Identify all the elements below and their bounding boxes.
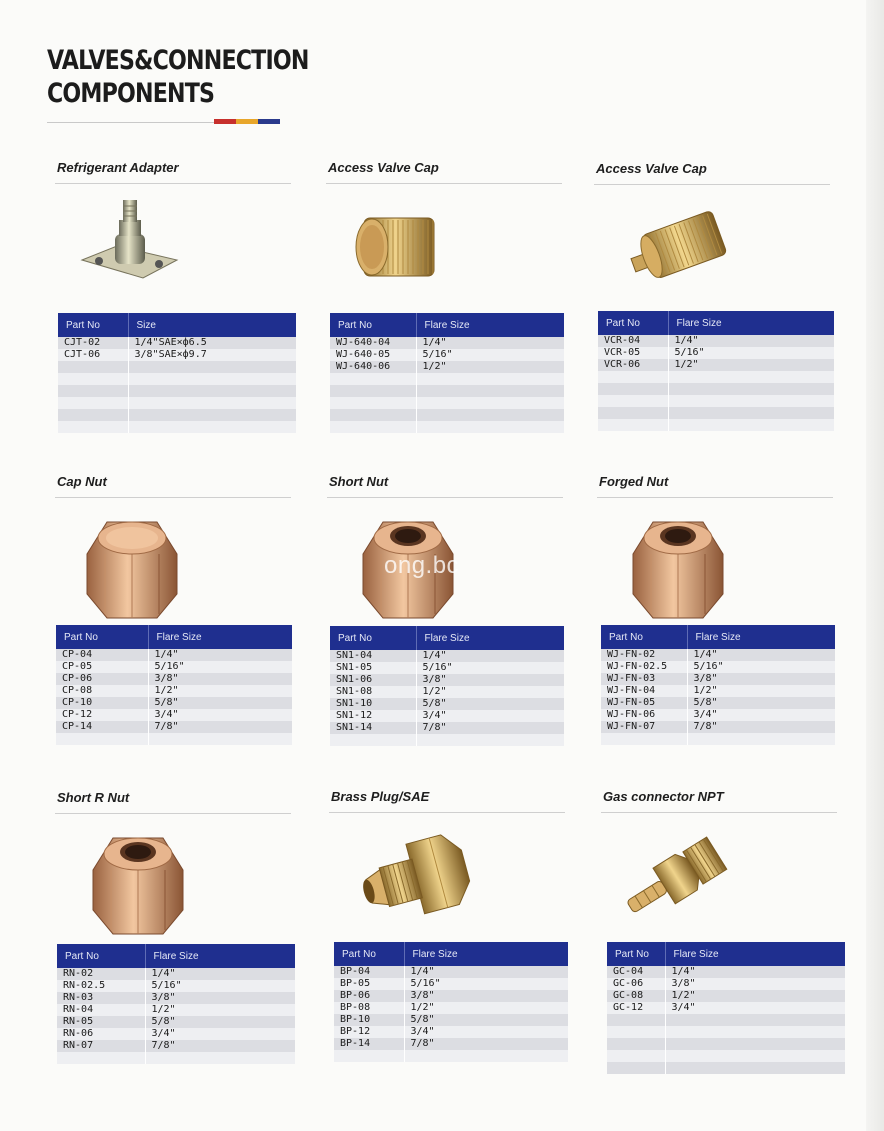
section-forged-nut xyxy=(597,474,837,774)
empty-cell xyxy=(598,371,668,383)
table-row xyxy=(607,990,845,1002)
section-title: Gas connector NPT xyxy=(603,789,724,804)
size-cell: 1/4" xyxy=(687,649,835,661)
size-cell: 5/16" xyxy=(145,980,295,992)
short-r-nut-icon xyxy=(83,830,193,945)
section-brass-plug xyxy=(329,789,569,1089)
catalog-header xyxy=(47,44,366,110)
empty-cell xyxy=(665,1062,845,1074)
size-cell: 1/2" xyxy=(687,685,835,697)
size-cell: 7/8" xyxy=(687,721,835,733)
size-cell: 1/4" xyxy=(148,649,292,661)
empty-table-row xyxy=(330,397,564,409)
page-title-line-2: COMPONENTS xyxy=(47,78,215,109)
column-header-size: Flare Size xyxy=(416,313,564,337)
part-number-cell: RN-02.5 xyxy=(57,980,145,992)
size-cell: 1/4" xyxy=(668,335,834,347)
size-cell: 3/8"SAE×ф9.7 xyxy=(128,349,296,361)
part-number-cell: WJ-FN-05 xyxy=(601,697,687,709)
empty-table-row xyxy=(598,371,834,383)
table-header-row xyxy=(601,625,835,649)
section-title: Short R Nut xyxy=(57,790,130,805)
empty-cell xyxy=(128,409,296,421)
empty-table-row xyxy=(330,373,564,385)
section-refrigerant-adapter xyxy=(55,160,295,460)
page-title-line-1: VALVES&CONNECTION xyxy=(47,45,309,76)
column-header-part-no: Part No xyxy=(607,942,665,966)
table-row xyxy=(56,697,292,709)
column-header-size: Flare Size xyxy=(416,626,564,650)
color-bar-yellow xyxy=(236,119,258,124)
part-number-cell: GC-06 xyxy=(607,978,665,990)
empty-cell xyxy=(330,734,416,746)
part-number-cell: SN1-14 xyxy=(330,722,416,734)
access-valve-cap-icon xyxy=(346,208,446,293)
spec-table-short-nut xyxy=(330,626,564,746)
table-row xyxy=(598,347,834,359)
cap-nut-icon xyxy=(77,514,187,629)
empty-table-row xyxy=(58,385,296,397)
empty-cell xyxy=(668,419,834,431)
size-cell: 1/4"SAE×ф6.5 xyxy=(128,337,296,349)
size-cell: 5/8" xyxy=(687,697,835,709)
part-number-cell: WJ-FN-02.5 xyxy=(601,661,687,673)
part-number-cell: BP-04 xyxy=(334,966,404,978)
part-number-cell: CP-06 xyxy=(56,673,148,685)
table-row xyxy=(334,990,568,1002)
spec-table-refrigerant-adapter xyxy=(58,313,296,433)
part-number-cell: CP-14 xyxy=(56,721,148,733)
size-cell: 1/2" xyxy=(665,990,845,1002)
size-cell: 3/4" xyxy=(416,710,564,722)
size-cell: 3/4" xyxy=(145,1028,295,1040)
column-header-size: Flare Size xyxy=(687,625,835,649)
table-row xyxy=(330,698,564,710)
table-header-row xyxy=(330,626,564,650)
empty-table-row xyxy=(598,407,834,419)
table-row xyxy=(330,674,564,686)
empty-cell xyxy=(404,1050,568,1062)
size-cell: 1/2" xyxy=(404,1002,568,1014)
table-row xyxy=(601,709,835,721)
refrigerant-adapter-icon xyxy=(77,198,187,293)
part-number-cell: BP-12 xyxy=(334,1026,404,1038)
table-row xyxy=(56,649,292,661)
empty-table-row xyxy=(598,383,834,395)
empty-cell xyxy=(668,371,834,383)
empty-cell xyxy=(58,421,128,433)
empty-table-row xyxy=(598,395,834,407)
empty-cell xyxy=(148,733,292,745)
table-row xyxy=(57,1004,295,1016)
column-header-part-no: Part No xyxy=(58,313,128,337)
table-row xyxy=(607,1002,845,1014)
empty-table-row xyxy=(607,1050,845,1062)
table-row xyxy=(334,978,568,990)
spec-table-brass-plug-sae xyxy=(334,942,568,1062)
column-header-part-no: Part No xyxy=(334,942,404,966)
table-row xyxy=(57,992,295,1004)
part-number-cell: BP-10 xyxy=(334,1014,404,1026)
size-cell: 1/4" xyxy=(404,966,568,978)
empty-cell xyxy=(687,733,835,745)
section-title: Short Nut xyxy=(329,474,389,489)
table-row xyxy=(607,966,845,978)
empty-table-row xyxy=(58,373,296,385)
part-number-cell: SN1-06 xyxy=(330,674,416,686)
section-title: Forged Nut xyxy=(599,474,669,489)
table-row xyxy=(601,685,835,697)
table-row xyxy=(334,966,568,978)
table-header-row xyxy=(607,942,845,966)
size-cell: 1/4" xyxy=(665,966,845,978)
part-number-cell: CP-08 xyxy=(56,685,148,697)
empty-cell xyxy=(668,407,834,419)
section-access-valve-cap-2 xyxy=(594,161,834,461)
part-number-cell: CP-05 xyxy=(56,661,148,673)
empty-cell xyxy=(56,733,148,745)
part-number-cell: BP-05 xyxy=(334,978,404,990)
table-row xyxy=(601,673,835,685)
section-divider xyxy=(55,183,291,184)
empty-table-row xyxy=(607,1038,845,1050)
column-header-size: Flare Size xyxy=(145,944,295,968)
table-row xyxy=(57,1040,295,1052)
table-row xyxy=(58,349,296,361)
page-edge xyxy=(866,0,884,1131)
empty-table-row xyxy=(330,409,564,421)
part-number-cell: RN-03 xyxy=(57,992,145,1004)
section-cap-nut xyxy=(55,474,295,774)
table-row xyxy=(334,1026,568,1038)
empty-cell xyxy=(598,383,668,395)
empty-table-row xyxy=(601,733,835,745)
access-valve-cap-long-icon xyxy=(620,203,730,298)
empty-cell xyxy=(668,395,834,407)
size-cell: 5/16" xyxy=(687,661,835,673)
color-bar-red xyxy=(214,119,236,124)
size-cell: 5/16" xyxy=(668,347,834,359)
part-number-cell: WJ-640-06 xyxy=(330,361,416,373)
empty-cell xyxy=(665,1014,845,1026)
spec-table-short-r-nut xyxy=(57,944,295,1064)
column-header-part-no: Part No xyxy=(598,311,668,335)
size-cell: 3/4" xyxy=(404,1026,568,1038)
empty-cell xyxy=(607,1038,665,1050)
empty-cell xyxy=(330,421,416,433)
empty-cell xyxy=(416,409,564,421)
size-cell: 5/16" xyxy=(416,349,564,361)
table-row xyxy=(56,721,292,733)
part-number-cell: RN-05 xyxy=(57,1016,145,1028)
spec-table-forged-nut xyxy=(601,625,835,745)
size-cell: 5/16" xyxy=(416,662,564,674)
table-row xyxy=(607,978,845,990)
spec-table-gas-connector-npt xyxy=(607,942,845,1074)
empty-cell xyxy=(58,361,128,373)
column-header-part-no: Part No xyxy=(601,625,687,649)
empty-table-row xyxy=(330,421,564,433)
part-number-cell: VCR-06 xyxy=(598,359,668,371)
empty-cell xyxy=(601,733,687,745)
size-cell: 5/8" xyxy=(404,1014,568,1026)
empty-cell xyxy=(330,385,416,397)
empty-cell xyxy=(416,397,564,409)
table-row xyxy=(330,686,564,698)
table-row xyxy=(56,685,292,697)
size-cell: 3/8" xyxy=(404,990,568,1002)
table-header-row xyxy=(57,944,295,968)
size-cell: 3/8" xyxy=(687,673,835,685)
table-row xyxy=(330,361,564,373)
part-number-cell: SN1-12 xyxy=(330,710,416,722)
part-number-cell: SN1-05 xyxy=(330,662,416,674)
table-row xyxy=(330,650,564,662)
empty-cell xyxy=(128,385,296,397)
part-number-cell: CJT-06 xyxy=(58,349,128,361)
section-title: Access Valve Cap xyxy=(328,160,439,175)
part-number-cell: RN-02 xyxy=(57,968,145,980)
size-cell: 3/8" xyxy=(148,673,292,685)
part-number-cell: SN1-08 xyxy=(330,686,416,698)
empty-table-row xyxy=(330,734,564,746)
size-cell: 1/2" xyxy=(416,686,564,698)
size-cell: 3/4" xyxy=(148,709,292,721)
empty-table-row xyxy=(58,409,296,421)
size-cell: 1/4" xyxy=(416,337,564,349)
empty-cell xyxy=(330,397,416,409)
section-title: Cap Nut xyxy=(57,474,107,489)
color-bar-blue xyxy=(258,119,280,124)
section-title: Refrigerant Adapter xyxy=(57,160,179,175)
table-row xyxy=(334,1014,568,1026)
table-row xyxy=(601,661,835,673)
part-number-cell: BP-06 xyxy=(334,990,404,1002)
part-number-cell: VCR-04 xyxy=(598,335,668,347)
empty-cell xyxy=(58,385,128,397)
empty-cell xyxy=(58,373,128,385)
table-row xyxy=(334,1002,568,1014)
table-row xyxy=(330,722,564,734)
column-header-part-no: Part No xyxy=(330,313,416,337)
part-number-cell: CP-10 xyxy=(56,697,148,709)
empty-cell xyxy=(665,1050,845,1062)
section-divider xyxy=(327,497,563,498)
empty-cell xyxy=(128,397,296,409)
size-cell: 1/2" xyxy=(148,685,292,697)
column-header-size: Size xyxy=(128,313,296,337)
section-divider xyxy=(601,812,837,813)
table-row xyxy=(330,662,564,674)
size-cell: 7/8" xyxy=(416,722,564,734)
part-number-cell: VCR-05 xyxy=(598,347,668,359)
empty-table-row xyxy=(58,397,296,409)
size-cell: 5/8" xyxy=(148,697,292,709)
table-row xyxy=(601,697,835,709)
empty-table-row xyxy=(607,1014,845,1026)
column-header-size: Flare Size xyxy=(665,942,845,966)
empty-table-row xyxy=(58,421,296,433)
table-row xyxy=(57,980,295,992)
empty-table-row xyxy=(57,1052,295,1064)
column-header-size: Flare Size xyxy=(404,942,568,966)
empty-cell xyxy=(58,397,128,409)
column-header-part-no: Part No xyxy=(57,944,145,968)
section-divider xyxy=(326,183,562,184)
column-header-size: Flare Size xyxy=(148,625,292,649)
brass-plug-icon xyxy=(355,833,475,928)
size-cell: 5/8" xyxy=(416,698,564,710)
size-cell: 1/4" xyxy=(416,650,564,662)
watermark-text: ong.bc xyxy=(384,552,460,579)
section-divider xyxy=(597,497,833,498)
empty-cell xyxy=(668,383,834,395)
table-row xyxy=(601,721,835,733)
part-number-cell: GC-12 xyxy=(607,1002,665,1014)
empty-table-row xyxy=(607,1026,845,1038)
size-cell: 1/2" xyxy=(145,1004,295,1016)
part-number-cell: CP-12 xyxy=(56,709,148,721)
empty-cell xyxy=(416,385,564,397)
empty-cell xyxy=(598,395,668,407)
part-number-cell: SN1-10 xyxy=(330,698,416,710)
empty-cell xyxy=(665,1026,845,1038)
part-number-cell: WJ-FN-03 xyxy=(601,673,687,685)
part-number-cell: WJ-FN-07 xyxy=(601,721,687,733)
table-row xyxy=(598,335,834,347)
size-cell: 3/4" xyxy=(687,709,835,721)
empty-cell xyxy=(128,421,296,433)
section-access-valve-cap xyxy=(326,160,566,460)
part-number-cell: WJ-FN-06 xyxy=(601,709,687,721)
part-number-cell: RN-07 xyxy=(57,1040,145,1052)
section-divider xyxy=(55,813,291,814)
table-row xyxy=(598,359,834,371)
empty-cell xyxy=(58,409,128,421)
empty-cell xyxy=(128,373,296,385)
empty-table-row xyxy=(58,361,296,373)
part-number-cell: BP-08 xyxy=(334,1002,404,1014)
empty-cell xyxy=(416,734,564,746)
part-number-cell: GC-08 xyxy=(607,990,665,1002)
spec-table-access-valve-cap xyxy=(330,313,564,433)
table-row xyxy=(601,649,835,661)
part-number-cell: RN-06 xyxy=(57,1028,145,1040)
table-row xyxy=(57,1016,295,1028)
section-divider xyxy=(594,184,830,185)
empty-cell xyxy=(128,361,296,373)
empty-table-row xyxy=(330,385,564,397)
size-cell: 5/16" xyxy=(148,661,292,673)
section-title: Brass Plug/SAE xyxy=(331,789,430,804)
size-cell: 3/4" xyxy=(665,1002,845,1014)
table-header-row xyxy=(334,942,568,966)
part-number-cell: CJT-02 xyxy=(58,337,128,349)
empty-cell xyxy=(330,373,416,385)
table-header-row xyxy=(598,311,834,335)
size-cell: 3/8" xyxy=(665,978,845,990)
empty-cell xyxy=(57,1052,145,1064)
empty-cell xyxy=(607,1062,665,1074)
spec-table-cap-nut xyxy=(56,625,292,745)
size-cell: 1/4" xyxy=(145,968,295,980)
section-divider xyxy=(329,812,565,813)
size-cell: 3/8" xyxy=(145,992,295,1004)
empty-cell xyxy=(145,1052,295,1064)
column-header-size: Flare Size xyxy=(668,311,834,335)
size-cell: 1/2" xyxy=(668,359,834,371)
table-row xyxy=(330,710,564,722)
table-row xyxy=(58,337,296,349)
table-row xyxy=(56,673,292,685)
forged-nut-icon xyxy=(623,514,733,629)
column-header-part-no: Part No xyxy=(330,626,416,650)
table-row xyxy=(57,1028,295,1040)
size-cell: 3/8" xyxy=(416,674,564,686)
part-number-cell: WJ-640-04 xyxy=(330,337,416,349)
empty-cell xyxy=(598,407,668,419)
empty-cell xyxy=(334,1050,404,1062)
table-header-row xyxy=(330,313,564,337)
part-number-cell: GC-04 xyxy=(607,966,665,978)
part-number-cell: SN1-04 xyxy=(330,650,416,662)
empty-table-row xyxy=(607,1062,845,1074)
section-short-nut xyxy=(327,474,567,774)
table-row xyxy=(334,1038,568,1050)
empty-cell xyxy=(330,409,416,421)
table-header-row xyxy=(58,313,296,337)
empty-cell xyxy=(665,1038,845,1050)
empty-table-row xyxy=(334,1050,568,1062)
spec-table-access-valve-cap xyxy=(598,311,834,431)
section-short-r-nut xyxy=(55,790,295,1090)
part-number-cell: RN-04 xyxy=(57,1004,145,1016)
table-row xyxy=(330,349,564,361)
empty-table-row xyxy=(598,419,834,431)
empty-cell xyxy=(598,419,668,431)
table-row xyxy=(330,337,564,349)
size-cell: 7/8" xyxy=(404,1038,568,1050)
size-cell: 7/8" xyxy=(145,1040,295,1052)
empty-cell xyxy=(607,1026,665,1038)
part-number-cell: WJ-FN-04 xyxy=(601,685,687,697)
gas-connector-icon xyxy=(619,833,729,933)
section-divider xyxy=(55,497,291,498)
empty-table-row xyxy=(56,733,292,745)
part-number-cell: BP-14 xyxy=(334,1038,404,1050)
size-cell: 1/2" xyxy=(416,361,564,373)
section-gas-connector xyxy=(601,789,841,1089)
empty-cell xyxy=(607,1014,665,1026)
table-row xyxy=(57,968,295,980)
header-color-bar xyxy=(47,119,280,124)
column-header-part-no: Part No xyxy=(56,625,148,649)
table-header-row xyxy=(56,625,292,649)
empty-cell xyxy=(416,373,564,385)
table-row xyxy=(56,709,292,721)
empty-cell xyxy=(416,421,564,433)
section-title: Access Valve Cap xyxy=(596,161,707,176)
part-number-cell: CP-04 xyxy=(56,649,148,661)
size-cell: 5/16" xyxy=(404,978,568,990)
part-number-cell: WJ-640-05 xyxy=(330,349,416,361)
size-cell: 7/8" xyxy=(148,721,292,733)
table-row xyxy=(56,661,292,673)
empty-cell xyxy=(607,1050,665,1062)
part-number-cell: WJ-FN-02 xyxy=(601,649,687,661)
size-cell: 5/8" xyxy=(145,1016,295,1028)
